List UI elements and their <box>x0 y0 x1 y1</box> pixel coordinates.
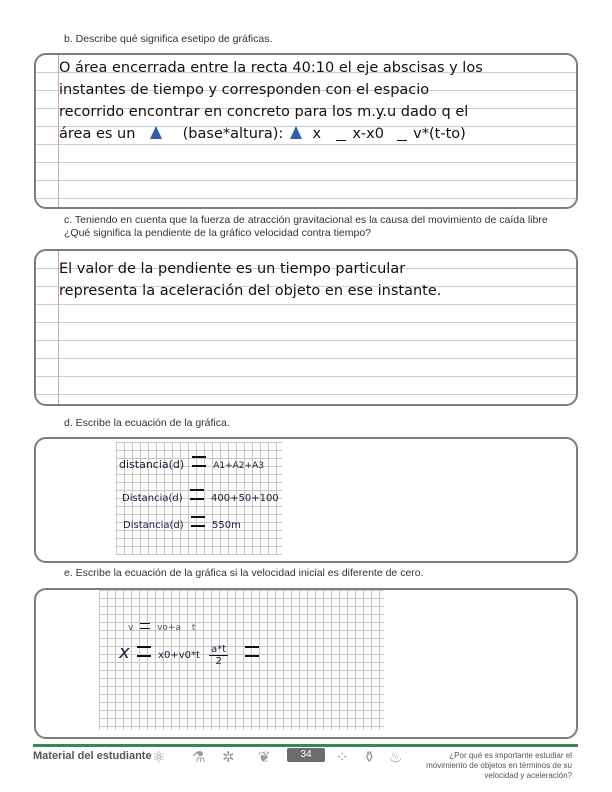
equals-sign <box>140 623 150 629</box>
equals-underline <box>336 127 346 141</box>
equals-sign <box>190 489 204 500</box>
fraction <box>209 644 228 667</box>
answer-b-line-4 <box>59 123 466 145</box>
equals-sign <box>191 516 205 527</box>
footer-label: Material del estudiante <box>33 750 152 762</box>
answer-b-line-4-d: x-x0 <box>352 126 384 142</box>
answer-b-line-2: instantes de tiempo y corresponden con el espacio <box>59 82 430 98</box>
equals-sign <box>245 646 259 657</box>
equals-sign <box>137 646 151 657</box>
flask-icon: ⚱ <box>363 749 376 766</box>
answer-e-row-1-b: vo+a <box>157 623 181 633</box>
footer-question: ¿Por qué es importante estudiar el movimiento de objetos en términos de su velocidad y aceleración? <box>426 751 572 780</box>
answer-b-line-1: O área encerrada entre la recta 40:10 el eje abscisas y los <box>59 60 483 76</box>
answer-c-line-2: representa la aceleración del objeto en ese instante. <box>59 283 442 299</box>
answer-d-row-2-value: 400+50+100 <box>211 493 279 504</box>
answer-b-line-4-e: v*(t-to) <box>413 126 466 142</box>
question-c: c. Teniendo en cuenta que la fuerza de atracción gravitacional es la causa del movimiento de caída libre ¿Qué significa la pendiente de la gráfico velocidad contra tiempo? <box>64 214 548 239</box>
answer-d-row-3-value: 550m <box>212 520 241 531</box>
page-number: 34 <box>287 748 325 762</box>
answer-e-row-2-a: x <box>119 642 130 663</box>
molecule-icon: ✲ <box>222 749 235 766</box>
answer-b-line-3: recorrido encontrar en concreto para los m.y.u dado q el <box>59 104 469 120</box>
question-b: b. Describe qué significa esetipo de gráficas. <box>64 33 273 45</box>
answer-b-line-4-c: x <box>312 126 322 142</box>
answer-e-row-2-c: a*t <box>211 643 227 655</box>
answer-e-row-1-c: t <box>191 623 196 633</box>
triangle-icon <box>290 126 302 139</box>
answer-e-row-2-d: 2 <box>215 655 222 667</box>
answer-e-row-1 <box>128 623 195 633</box>
bulb-icon: ♨ <box>389 749 403 766</box>
footer-rule <box>33 744 578 747</box>
answer-e-row-2-b: x0+v0*t <box>158 650 200 661</box>
leaf-icon: ❦ <box>258 749 271 766</box>
triangle-icon <box>150 126 162 139</box>
answer-d-row-1-value: A1+A2+A3 <box>213 461 264 471</box>
answer-d-row-1-label: distancia(d) <box>119 458 185 471</box>
equals-sign <box>192 456 206 467</box>
answer-d-row-2-label: Distancia(d) <box>122 493 183 504</box>
answer-c-line-1: El valor de la pendiente es un tiempo particular <box>59 261 406 277</box>
answer-b-line-4-b: (base*altura): <box>182 126 284 142</box>
test-tube-icon: ⚗ <box>192 749 206 766</box>
answer-d-row-3-label: Distancia(d) <box>123 520 184 531</box>
question-d: d. Escribe la ecuación de la gráfica. <box>64 417 230 429</box>
question-e: e. Escribe la ecuación de la gráfica si la velocidad inicial es diferente de cero. <box>64 567 424 579</box>
answer-e-row-1-a: v <box>128 623 134 633</box>
atom-icon: ⚛ <box>152 749 166 766</box>
answer-e-row-2 <box>119 642 263 667</box>
answer-d-row-1 <box>119 456 264 471</box>
answer-b-line-4-a: área es un <box>59 126 136 142</box>
equals-underline <box>397 127 407 141</box>
answer-d-row-3 <box>123 516 241 531</box>
bubbles-icon: ⁘ <box>336 749 349 766</box>
answer-d-row-2 <box>122 489 279 504</box>
